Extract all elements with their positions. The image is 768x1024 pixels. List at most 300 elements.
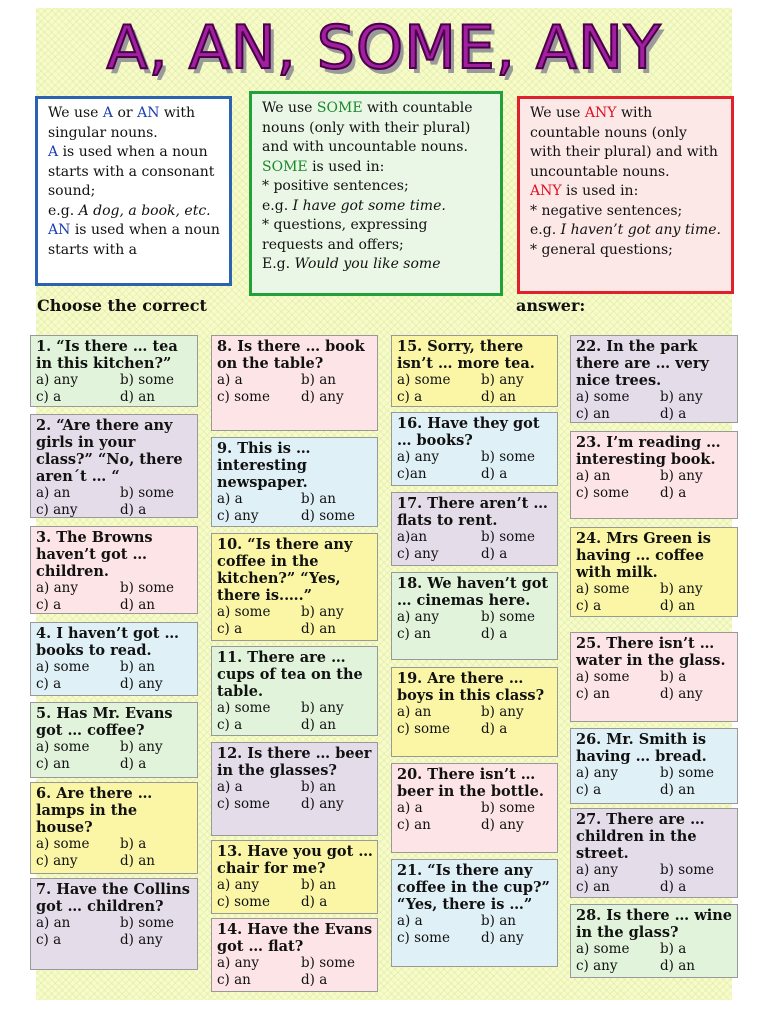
answer-option-c[interactable]: c) an [576,686,610,702]
answer-option-b[interactable]: b) any [301,700,344,716]
answer-options [217,372,373,406]
question-text [217,649,373,700]
answer-option-c[interactable]: c) any [217,508,259,524]
question-number: 26. [576,731,602,748]
question-number: 27. [576,811,602,828]
rule-line [262,216,491,255]
question-card [211,742,378,836]
answer-option-d[interactable]: d) a [660,879,687,895]
rule-text: We use [48,105,103,121]
question-body: I’m reading … interesting book. [576,434,721,468]
answer-option-b[interactable]: b) any [660,389,703,405]
answer-option-d[interactable]: d) a [481,626,508,642]
rule-line [48,104,220,143]
answer-option-c[interactable]: c) a [36,676,62,692]
question-number: 3. [36,529,52,546]
instruction-text-end: answer: [516,296,586,315]
answer-option-c[interactable]: c) an [397,626,431,642]
answer-option-d[interactable]: d) a [301,972,328,988]
question-card [30,782,198,874]
question-card [391,412,558,486]
answer-option-b[interactable]: b) some [481,800,536,816]
question-body: I haven’t got … books to read. [36,625,180,659]
question-text [576,731,733,765]
question-number: 16. [397,415,423,432]
question-card [570,335,738,423]
answer-options [36,739,193,773]
rule-example: I have got some time. [292,197,446,214]
question-card [391,763,558,853]
answer-option-a[interactable]: a) some [217,700,271,716]
question-card [570,527,738,617]
answer-option-b[interactable]: b) any [481,704,524,720]
answer-option-a[interactable]: a) an [576,468,611,484]
rule-text: * general questions; [530,241,673,258]
question-text [576,338,733,389]
question-text [576,811,733,862]
answer-option-c[interactable]: c) some [217,389,270,405]
answer-option-d[interactable]: d) an [481,389,516,405]
question-body: Is there … book on the table? [217,338,365,372]
answer-options [36,915,193,949]
rule-text: e.g. [530,222,561,238]
answer-option-d[interactable]: d) an [660,782,695,798]
question-number: 7. [36,881,52,898]
rule-box-any [517,96,734,294]
question-body: Sorry, there isn’t … more tea. [397,338,535,372]
question-card [391,859,558,967]
rule-line [530,202,722,222]
answer-option-b[interactable]: b) an [301,779,336,795]
rule-keyword: SOME [262,158,308,175]
rule-line [262,255,491,275]
question-card [211,646,378,736]
question-card [391,667,558,757]
question-text [36,625,193,659]
question-card [211,335,378,431]
answer-option-d[interactable]: d) a [660,406,687,422]
question-body: “Is there any coffee in the kitchen?” “Yes, there is.….” [217,536,353,604]
rule-text: * negative sentences; [530,202,683,219]
rule-keyword: A [102,105,114,121]
question-number: 12. [217,745,243,762]
answer-option-c[interactable]: c) some [397,721,450,737]
answer-options [397,800,553,834]
answer-option-b[interactable]: b) a [660,669,687,685]
question-number: 21. [397,862,423,879]
question-text [397,766,553,800]
answer-options [397,449,553,483]
rule-line [530,221,722,241]
question-body: Is there … beer in the glasses? [217,745,372,779]
question-text [217,338,373,372]
page-title: A, AN, SOME, ANY [106,13,662,83]
answer-option-a[interactable]: a) a [217,779,243,795]
rule-text: * questions, expressing requests and offers; [262,217,428,253]
answer-option-b[interactable]: b) some [481,529,536,545]
question-number: 6. [36,785,52,802]
answer-option-c[interactable]: c) some [397,930,450,946]
rule-line [262,197,491,217]
rule-text: with countable nouns (only with their plural) and with uncountable nouns. [530,105,718,180]
answer-option-d[interactable]: d) a [120,756,147,772]
question-text [397,670,553,704]
rule-example: I haven’t got any time. [560,222,721,238]
answer-option-b[interactable]: b) some [301,955,356,971]
rule-keyword: ANY [530,183,562,199]
question-text [576,530,733,581]
answer-option-a[interactable]: a) a [217,372,243,388]
question-body: Have the Evans got … flat? [217,921,373,955]
question-text [217,536,373,604]
question-number: 11. [217,649,243,666]
answer-option-c[interactable]: c) some [217,894,270,910]
answer-options [576,669,733,703]
answer-option-a[interactable]: a) some [576,581,630,597]
answer-option-b[interactable]: b) any [481,372,524,388]
answer-option-c[interactable]: c) a [36,597,62,613]
answer-option-c[interactable]: c) any [576,958,618,974]
answer-option-b[interactable]: b) any [660,581,703,597]
answer-option-d[interactable]: d) a [481,466,508,482]
question-card [211,533,378,641]
answer-option-c[interactable]: c) a [397,389,423,405]
answer-option-d[interactable]: d) an [660,598,695,614]
question-card [570,728,738,804]
answer-option-c[interactable]: c) a [217,717,243,733]
rule-text: is used when a noun starts with a consonant sound; [48,144,215,199]
answer-options [576,468,733,502]
question-text [36,529,193,580]
answer-option-a[interactable]: a) an [36,915,71,931]
question-text [397,495,553,529]
question-card [570,904,738,978]
rule-example: A dog, a book, etc. [78,202,211,219]
question-text [36,705,193,739]
question-text [576,907,733,941]
answer-option-d[interactable]: d) an [660,958,695,974]
question-text [36,881,193,915]
question-number: 24. [576,530,602,547]
answer-option-d[interactable]: d) a [481,546,508,562]
rule-text: E.g. [262,256,295,272]
rule-text: * positive sentences; [262,178,409,194]
answer-option-d[interactable]: d) some [301,508,356,524]
question-text [397,415,553,449]
answer-option-b[interactable]: b) some [120,485,175,501]
question-text [36,785,193,836]
answer-option-b[interactable]: b) a [660,941,687,957]
question-body: Have they got … books? [397,415,540,449]
question-card [30,622,198,696]
answer-option-b[interactable]: b) an [120,659,155,675]
question-text [397,575,553,609]
question-body: Have you got … chair for me? [217,843,373,877]
question-text [576,434,733,468]
answer-option-b[interactable]: b) an [301,372,336,388]
answer-option-a[interactable]: a) any [217,877,259,893]
answer-option-c[interactable]: c) an [397,817,431,833]
question-body: Are there … boys in this class? [397,670,545,704]
question-number: 8. [217,338,233,355]
answer-option-b[interactable]: b) some [660,862,715,878]
answer-options [576,581,733,615]
question-card [391,335,558,407]
answer-options [576,941,733,975]
answer-option-a[interactable]: a) an [36,485,71,501]
question-number: 22. [576,338,602,355]
answer-option-d[interactable]: d) any [301,796,344,812]
answer-option-a[interactable]: a) some [217,604,271,620]
rule-line [262,177,491,197]
answer-option-b[interactable]: b) any [120,739,163,755]
answer-option-c[interactable]: c) an [36,756,70,772]
question-number: 1. [36,338,52,355]
answer-option-b[interactable]: b) some [481,609,536,625]
question-text [217,745,373,779]
question-number: 25. [576,635,602,652]
question-text [397,338,553,372]
question-body: There isn’t … water in the glass. [576,635,726,669]
answer-option-c[interactable]: c) any [36,502,78,518]
rule-text: or [113,105,138,121]
question-number: 13. [217,843,243,860]
question-card [570,808,738,898]
question-text [36,417,193,485]
answer-option-b[interactable]: b) some [120,580,175,596]
answer-option-c[interactable]: c) a [576,598,602,614]
rule-text: with singular nouns. [48,105,196,141]
question-number: 28. [576,907,602,924]
rule-text: We use [530,105,585,121]
answer-option-d[interactable]: d) any [301,389,344,405]
answer-option-a[interactable]: a)an [397,529,428,545]
answer-option-d[interactable]: d) a [301,894,328,910]
question-body: We haven’t got … cinemas here. [397,575,549,609]
answer-option-c[interactable]: c) a [576,782,602,798]
rule-text: with countable nouns (only with their plural) and with uncountable nouns. [262,100,473,155]
answer-option-a[interactable]: a) any [397,609,439,625]
question-number: 20. [397,766,423,783]
question-body: There aren’t … flats to rent. [397,495,548,529]
answer-option-a[interactable]: a) any [36,372,78,388]
question-card [211,918,378,992]
answer-option-a[interactable]: a) some [576,389,630,405]
answer-option-a[interactable]: a) some [576,669,630,685]
rule-line [262,99,491,158]
rule-box-a-an [35,96,232,286]
question-body: There are … cups of tea on the table. [217,649,363,700]
answer-options [397,913,553,947]
answer-options [576,389,733,423]
answer-option-d[interactable]: d) an [120,389,155,405]
answer-option-a[interactable]: a) any [217,955,259,971]
question-text [217,843,373,877]
answer-option-d[interactable]: d) any [120,932,163,948]
answer-option-a[interactable]: a) a [217,491,243,507]
question-number: 18. [397,575,423,592]
question-body: “Is there … tea in this kitchen?” [36,338,178,372]
question-text [217,440,373,491]
question-card [30,526,198,614]
answer-options [36,372,193,406]
question-card [570,632,738,722]
rule-keyword: SOME [316,100,363,116]
answer-option-b[interactable]: b) an [481,913,516,929]
question-number: 2. [36,417,52,434]
answer-option-c[interactable]: c) any [36,853,78,869]
answer-option-d[interactable]: d) an [120,597,155,613]
question-card [211,437,378,527]
question-number: 10. [217,536,243,553]
question-card [391,572,558,660]
answer-options [217,700,373,734]
rule-line [48,143,220,202]
answer-options [397,529,553,563]
rule-text: is used in: [307,158,385,175]
question-body: “Is there any coffee in the cup?” “Yes, there is …” [397,862,550,913]
answer-option-b[interactable]: b) some [481,449,536,465]
rule-keyword: A [48,144,59,160]
answer-option-a[interactable]: a) any [576,862,618,878]
answer-option-c[interactable]: c)an [397,466,427,482]
answer-option-d[interactable]: d) an [301,621,336,637]
rule-keyword: AN [137,105,160,121]
question-card [570,431,738,519]
rule-line [530,104,722,182]
rule-text: is used in: [561,183,639,199]
question-body: Has Mr. Evans got … coffee? [36,705,173,739]
question-body: In the park there are … very nice trees. [576,338,709,389]
question-card [30,702,198,778]
answer-option-a[interactable]: a) a [397,913,423,929]
answer-option-d[interactable]: d) a [120,502,147,518]
answer-option-d[interactable]: d) any [120,676,163,692]
answer-option-a[interactable]: a) some [397,372,451,388]
answer-option-d[interactable]: d) an [301,717,336,733]
answer-option-c[interactable]: c) an [576,879,610,895]
answer-option-c[interactable]: c) an [576,406,610,422]
rule-line [48,202,220,222]
rule-line [48,221,220,260]
rule-text: e.g. [48,202,79,219]
answer-option-d[interactable]: d) any [481,817,524,833]
answer-options [576,862,733,896]
answer-option-d[interactable]: d) any [660,686,703,702]
answer-options [576,765,733,799]
question-number: 17. [397,495,423,512]
answer-options [217,491,373,525]
rule-box-some [249,91,503,296]
answer-option-b[interactable]: b) an [301,877,336,893]
question-card [30,414,198,518]
answer-options [36,580,193,614]
question-body: Are there … lamps in the house? [36,785,153,836]
question-text [36,338,193,372]
answer-option-b[interactable]: b) some [120,372,175,388]
question-number: 5. [36,705,52,722]
answer-options [217,877,373,911]
answer-option-a[interactable]: a) an [397,704,432,720]
answer-option-a[interactable]: a) some [36,659,90,675]
question-text [217,921,373,955]
answer-options [217,955,373,989]
answer-option-c[interactable]: c) any [397,546,439,562]
question-card [30,878,198,970]
answer-option-b[interactable]: b) any [301,604,344,620]
question-number: 9. [217,440,233,457]
rule-keyword: AN [48,222,71,238]
answer-option-b[interactable]: b) some [660,765,715,781]
answer-option-a[interactable]: a) a [397,800,423,816]
instruction-text: Choose the correct [37,296,207,315]
question-number: 4. [36,625,52,642]
answer-option-a[interactable]: a) some [36,739,90,755]
answer-option-d[interactable]: d) an [120,853,155,869]
answer-option-c[interactable]: c) a [36,932,62,948]
answer-option-a[interactable]: a) some [576,941,630,957]
answer-option-c[interactable]: c) some [576,485,629,501]
answer-option-b[interactable]: b) some [120,915,175,931]
answer-option-a[interactable]: a) any [576,765,618,781]
answer-option-b[interactable]: b) an [301,491,336,507]
answer-options [36,659,193,693]
answer-options [217,779,373,813]
question-body: There isn’t … beer in the bottle. [397,766,544,800]
question-card [211,840,378,914]
rule-line [530,241,722,261]
rule-text: e.g. [262,197,293,214]
question-card [30,335,198,407]
question-text [397,862,553,913]
question-body: Mrs Green is having … coffee with milk. [576,530,711,581]
answer-option-b[interactable]: b) a [120,836,147,852]
answer-option-d[interactable]: d) a [481,721,508,737]
question-text [576,635,733,669]
question-body: “Are there any girls in your class?” “No, there aren´t … “ [36,417,183,485]
answer-option-c[interactable]: c) some [217,796,270,812]
question-body: Is there … wine in the glass? [576,907,732,941]
question-card [391,492,558,566]
question-number: 14. [217,921,243,938]
question-body: The Browns haven’t got … children. [36,529,153,580]
answer-option-d[interactable]: d) a [660,485,687,501]
rule-text: is used when a noun starts with a [48,222,220,258]
rule-text: We use [262,100,317,116]
answer-option-a[interactable]: a) some [36,836,90,852]
rule-example: Would you like some [294,256,441,272]
answer-options [397,372,553,406]
answer-option-c[interactable]: c) a [36,389,62,405]
answer-options [36,485,193,518]
answer-option-c[interactable]: c) an [217,972,251,988]
question-body: Mr. Smith is having … bread. [576,731,707,765]
rule-line [530,182,722,202]
rule-keyword: ANY [584,105,617,121]
answer-option-a[interactable]: a) any [36,580,78,596]
answer-option-c[interactable]: c) a [217,621,243,637]
question-number: 23. [576,434,602,451]
answer-option-a[interactable]: a) any [397,449,439,465]
answer-option-b[interactable]: b) any [660,468,703,484]
answer-option-d[interactable]: d) any [481,930,524,946]
rule-line [262,158,491,178]
question-number: 19. [397,670,423,687]
question-body: Have the Collins got … children? [36,881,190,915]
answer-options [397,704,553,738]
answer-options [217,604,373,638]
answer-options [397,609,553,643]
